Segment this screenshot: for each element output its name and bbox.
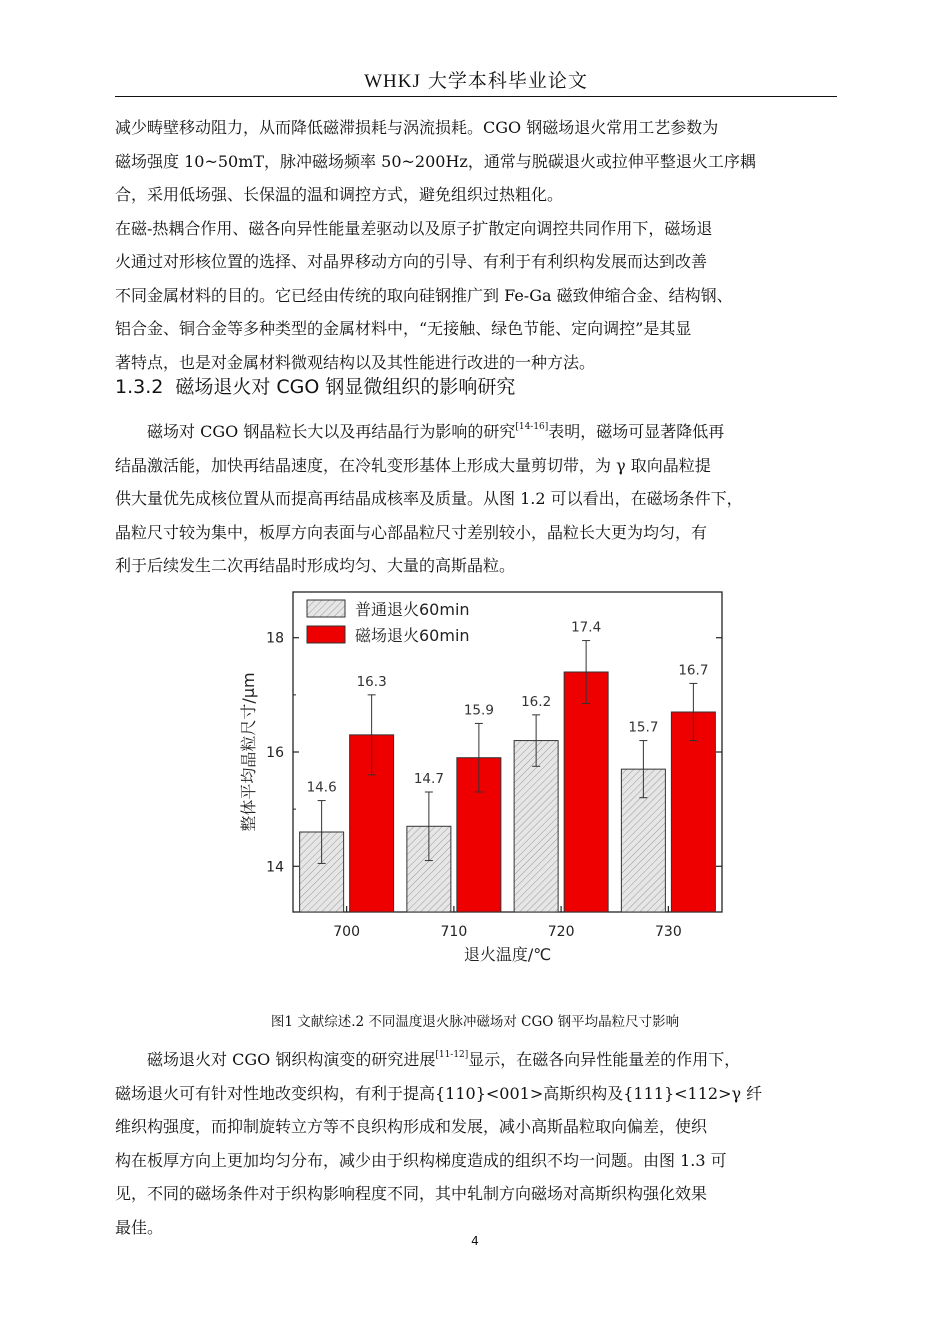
- figure-caption: 图1 文献综述.2 不同温度退火脉冲磁场对 CGO 钢平均晶粒尺寸影响: [270, 1014, 680, 1030]
- text-line: 见，不同的磁场条件对于织构影响程度不同，其中轧制方向磁场对高斯织构强化效果: [115, 1184, 708, 1203]
- y-tick-label: 16: [266, 745, 284, 761]
- text-line: 利于后续发生二次再结晶时形成均匀、大量的高斯晶粒。: [115, 556, 516, 575]
- text-line: 维织构强度，而抑制旋转立方等不良织构形成和发展，减小高斯晶粒取向偏差，使织: [115, 1117, 708, 1136]
- paragraph-3: [115, 1043, 837, 1244]
- legend-label: 普通退火60min: [355, 600, 470, 619]
- x-tick-label: 730: [655, 924, 682, 940]
- data-label: 14.6: [306, 779, 337, 796]
- text-line: 不同金属材料的目的。它已经由传统的取向硅钢推广到 Fe-Ga 磁致伸缩合金、结构钢、: [115, 285, 733, 305]
- text-line: 构在板厚方向上更加均匀分布，减少由于织构梯度造成的组织不均一问题。由图 1.3 可: [115, 1150, 727, 1170]
- data-label: 16.7: [678, 662, 709, 679]
- data-label: 17.4: [571, 619, 602, 636]
- header-title: 大学本科毕业论文: [427, 70, 588, 92]
- legend-swatch: [307, 600, 345, 617]
- figure-bar-chart: [240, 590, 730, 970]
- data-label: 16.2: [521, 693, 552, 710]
- text-line: 铝合金、铜合金等多种类型的金属材料中，“无接触、绿色节能、定向调控”是其显: [115, 319, 692, 338]
- citation: [11-12]: [435, 1050, 469, 1060]
- y-tick-label: 18: [266, 630, 284, 647]
- legend-swatch: [307, 626, 345, 643]
- data-label: 16.3: [356, 673, 387, 690]
- text-line: 结晶激活能，加快再结晶速度，在冷轧变形基体上形成大量剪切带，为 γ 取向晶粒提: [115, 455, 711, 475]
- text-line: 磁场强度 10~50mT，脉冲磁场频率 50~200Hz，通常与脱碳退火或拉伸平整退火工序耦: [115, 151, 756, 171]
- text-line: [115, 415, 837, 449]
- bar: [564, 672, 608, 912]
- paragraph-2: [115, 415, 837, 583]
- y-axis-title: 整体平均晶粒尺寸/μm: [240, 672, 258, 832]
- text-line: 晶粒尺寸较为集中，板厚方向表面与心部晶粒尺寸差别较小，晶粒长大更为均匀，有: [115, 522, 708, 542]
- data-label: 15.7: [628, 719, 659, 736]
- page-number: 4: [471, 1234, 479, 1248]
- header-brand: WHKJ: [364, 71, 421, 92]
- x-tick-label: 710: [440, 924, 468, 940]
- x-tick-label: 700: [333, 924, 360, 940]
- text-line: 减少畴壁移动阻力，从而降低磁滞损耗与涡流损耗。CGO 钢磁场退火常用工艺参数为: [115, 118, 719, 137]
- text-line: [115, 1043, 837, 1077]
- section-number: 1.3.2: [115, 376, 164, 398]
- text-run: 磁场退火对 CGO 钢织构演变的研究进展: [147, 1050, 436, 1069]
- citation: [14-16]: [515, 422, 549, 432]
- x-tick-label: 720: [547, 924, 575, 940]
- text-line: 火通过对形核位置的选择、对晶界移动方向的引导、有利于有利织构发展而达到改善: [115, 252, 708, 271]
- text-line: 磁场退火可有针对性地改变织构，有利于提高{110}<001>高斯织构及{111}<112>γ 纤: [115, 1083, 763, 1103]
- data-label: 15.9: [463, 702, 494, 719]
- text-line: 在磁-热耦合作用、磁各向异性能量差驱动以及原子扩散定向调控共同作用下，磁场退: [115, 218, 713, 238]
- paragraph-1: [115, 111, 837, 379]
- y-tick-label: 14: [266, 859, 284, 876]
- text-line: 著特点，也是对金属材料微观结构以及其性能进行改进的一种方法。: [115, 352, 596, 372]
- section-title: 磁场退火对 CGO 钢显微组织的影响研究: [175, 376, 516, 398]
- header-rule: [115, 96, 837, 97]
- text-line: 合，采用低场强、长保温的温和调控方式，避免组织过热粗化。: [115, 185, 564, 204]
- page-header: [115, 66, 837, 93]
- text-run: 表明，磁场可显著降低再: [548, 422, 725, 441]
- legend-label: 磁场退火60min: [355, 626, 470, 645]
- section-heading: [115, 372, 515, 399]
- text-run: 显示，在磁各向异性能量差的作用下，: [468, 1050, 741, 1069]
- bar-chart: [240, 590, 730, 970]
- text-run: 磁场对 CGO 钢晶粒长大以及再结晶行为影响的研究: [147, 422, 516, 441]
- text-line: 供大量优先成核位置从而提高再结晶成核率及质量。从图 1.2 可以看出，在磁场条件下，: [115, 489, 743, 508]
- text-line: 最佳。: [115, 1217, 164, 1237]
- x-axis-title: 退火温度/℃: [463, 945, 552, 964]
- data-label: 14.7: [413, 771, 444, 787]
- bar: [671, 712, 715, 912]
